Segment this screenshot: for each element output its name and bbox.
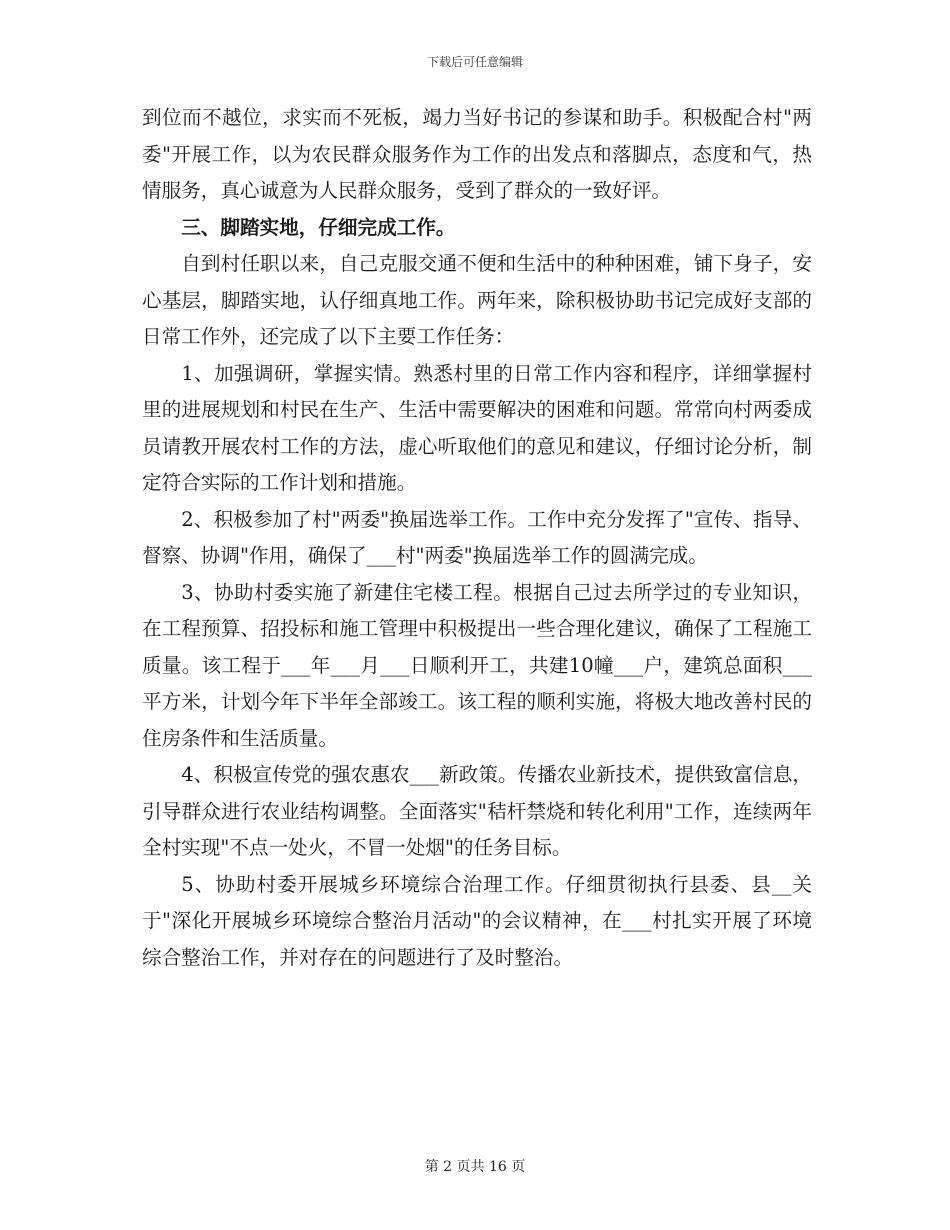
page-footer: 第 2 页共 16 页: [424, 1159, 526, 1175]
body-text: [142, 100, 812, 976]
section-heading: 三、脚踏实地，仔细完成工作。: [181, 215, 456, 239]
paragraph-continuation: 到位而不越位，求实而不死板，竭力当好书记的参谋和助手。积极配合村"两委"开展工作，以为农民群众服务作为工作的出发点和落脚点，态度和气，热情服务，真心诚意为人民群众服务，受到了群众的一致好评。: [142, 106, 812, 202]
paragraph-item-4: 4、积极宣传党的强农惠农___新政策。传播农业新技术，提供致富信息，引导群众进行农业结构调整。全面落实"秸杆禁烧和转化利用"工作，连续两年全村实现"不点一处火，不冒一处烟"的任务目标。: [142, 763, 812, 859]
paragraph-item-5: 5、协助村委开展城乡环境综合治理工作。仔细贯彻执行县委、县__关于"深化开展城乡环境综合整治月活动"的会议精神，在___村扎实开展了环境综合整治工作，并对存在的问题进行了及时整治。: [142, 872, 812, 969]
paragraph-item-2: 2、积极参加了村"两委"换届选举工作。工作中充分发挥了"宣传、指导、督察、协调"作用，确保了___村"两委"换届选举工作的圆满完成。: [142, 507, 812, 567]
paragraph-intro: 自到村任职以来，自己克服交通不便和生活中的种种困难，铺下身子，安心基层，脚踏实地，认仔细真地工作。两年来，除积极协助书记完成好支部的日常工作外，还完成了以下主要工作任务：: [142, 252, 812, 348]
paragraph-item-1: 1、加强调研，掌握实情。熟悉村里的日常工作内容和程序，详细掌握村里的进展规划和村民在生产、生活中需要解决的困难和问题。常常向村两委成员请教开展农村工作的方法，虚心听取他们的意见和建议，仔细讨论分析，制定符合实际的工作计划和措施。: [142, 361, 812, 494]
paragraph-item-3: 3、协助村委实施了新建住宅楼工程。根据自己过去所学过的专业知识，在工程预算、招投标和施工管理中积极提出一些合理化建议，确保了工程施工质量。该工程于___年___月___日顺利开工，共建10幢___户，建筑总面积___平方米，计划今年下半年全部竣工。该工程的顺利实施，将极大地改善村民的住房条件和生活质量。: [142, 580, 812, 750]
page-header: 下载后可任意编辑: [426, 55, 523, 69]
